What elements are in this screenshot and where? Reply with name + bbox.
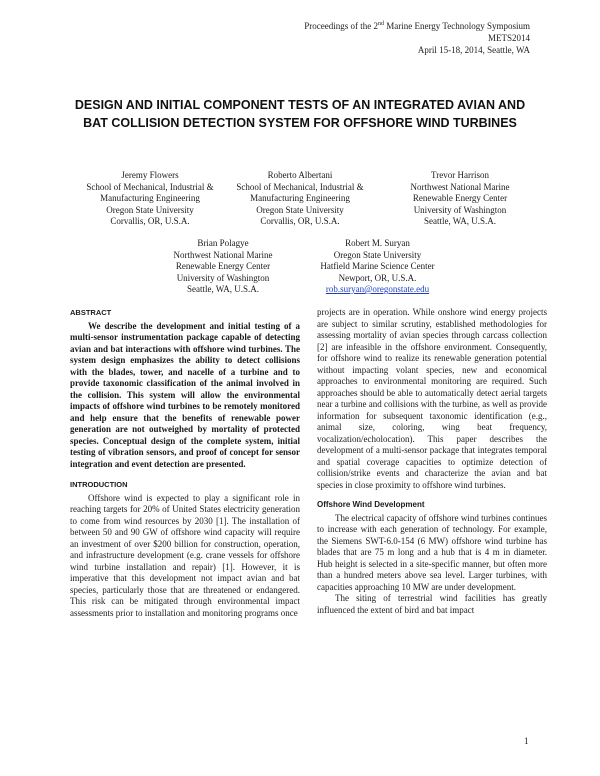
header-line-1-prefix: Proceedings of the 2 [304, 21, 378, 31]
author-affiliation-line: Oregon State University [256, 204, 344, 215]
author-block-1 [70, 170, 230, 228]
author-block-3 [390, 170, 530, 228]
left-column [70, 307, 300, 619]
header-superscript: nd [377, 21, 384, 27]
author-affiliation-line: Manufacturing Engineering [250, 193, 350, 203]
author-email [300, 284, 455, 296]
offshore-wind-para-1: The electrical capacity of offshore wind turbines continues to increase with each generation of technology. For example, the Siemens SWT-6.0-154 (6 MW) offshore wind turbine has blades that are 75 m long and a hub that is 4 m in diameter. Hub height is selected in a site-specific manner, but often more than a hundred meters above sea level. Larger turbines, with capacities approaching 10 MW are under development. [317, 512, 547, 592]
paper-title: DESIGN AND INITIAL COMPONENT TESTS OF AN INTEGRATED AVIAN AND BAT COLLISION DETECTION SYSTEM FOR OFFSHORE WIND TURBINES [74, 98, 526, 130]
abstract-text: We describe the development and initial testing of a multi-sensor instrumentation package capable of detecting avian and bat interactions with offshore wind turbines. The system design emphasizes the ability to detect collisions with the blades, tower, and nacelle of a turbine and to provide taxonomic classification of the animal involved in the collision. This system will allow the environmental impacts of offshore wind turbines to be remotely monitored and help ensure that the benefits of renewable power generation are not outweighed by mortality of protected species. Conceptual design of the complete system, initial testing of vibration sensors, and proof of concept for sensor integration and event detection are presented. [70, 320, 300, 469]
section-gap [70, 470, 300, 479]
author-affiliation-line: Manufacturing Engineering [100, 193, 200, 203]
author-affiliation-line: Seattle, WA, U.S.A. [423, 216, 497, 226]
offshore-wind-para-2: The siting of terrestrial wind facilities has greatly influenced the extent of bird and bat impact [317, 593, 547, 615]
author-email-link[interactable]: rob.suryan@oregonstate.edu [325, 284, 430, 294]
introduction-heading: INTRODUCTION [70, 480, 128, 489]
offshore-wind-heading: Offshore Wind Development [317, 500, 425, 509]
author-affiliation-line: School of Mechanical, Industrial & [86, 181, 214, 192]
author-affiliation-line: Corvallis, OR, U.S.A. [260, 216, 340, 226]
author-name: Robert M. Suryan [345, 238, 410, 248]
author-affiliation-line: Oregon State University [333, 249, 422, 260]
author-name: Brian Polagye [197, 238, 249, 248]
header-line-1 [304, 18, 530, 32]
author-block-4 [148, 238, 298, 296]
author-affiliation-line: University of Washington [413, 204, 507, 215]
author-name: Roberto Albertani [267, 170, 333, 180]
author-affiliation-line: University of Washington [176, 272, 270, 283]
author-block-2 [220, 170, 380, 228]
author-name: Trevor Harrison [431, 170, 489, 180]
page-number: 1 [524, 736, 529, 746]
proceedings-header [304, 18, 530, 56]
author-affiliation-line: Oregon State University [106, 204, 194, 215]
introduction-text-right: projects are in operation. While onshore wind energy projects are subject to similar scrutiny, established methodologies for assessing mortality of avian species through carcass collection [2] are infeasible in the offshore environment. Consequently, for offshore wind to realize its renewable generation potential without impacting volant species, new and economical approaches to environmental monitoring are required. Such approaches should be able to automatically detect aerial targets near a turbine and collisions with the turbine, as well as provide information for subsequent taxonomic identification (e.g., animal size, coloring, wing beat frequency, vocalization/echolocation). This paper describes the development of a multi-sensor package that integrates temporal and spatial coverage capacities to optimize detection of collision/strike events and characterize the avian and bat species in close proximity to offshore wind turbines. [317, 307, 547, 490]
author-affiliation-line: Renewable Energy Center [175, 261, 271, 271]
author-affiliation-line: School of Mechanical, Industrial & [236, 181, 364, 192]
right-column [317, 307, 547, 616]
author-name: Jeremy Flowers [121, 170, 179, 180]
introduction-text-left: Offshore wind is expected to play a significant role in reaching targets for 20% of United States electricity generation to come from wind resources by 2030 [1]. The installation of between 50 and 90 GW of offshore wind capacity will require an investment of over $200 billion for construction, operation, and infrastructure development (e.g. crane vessels for offshore wind turbine installation and repair) [1]. However, it is imperative that this development not impact avian and bat species, particularly those that are threatened or endangered. This risk can be mitigated through environmental impact assessments prior to installation and monitoring programs once [70, 492, 300, 618]
author-affiliation-line: Renewable Energy Center [412, 193, 508, 203]
author-affiliation-line: Newport, OR, U.S.A. [338, 272, 417, 283]
abstract-heading: ABSTRACT [70, 308, 112, 317]
header-line-2: METS2014 [487, 33, 530, 43]
author-affiliation-line: Hatfield Marine Science Center [320, 261, 435, 271]
author-affiliation-line: Corvallis, OR, U.S.A. [110, 216, 190, 226]
header-line-1-suffix: Marine Energy Technology Symposium [383, 21, 530, 31]
author-block-5 [300, 238, 455, 296]
author-affiliation-line: Northwest National Marine [410, 181, 510, 192]
header-line-3: April 15-18, 2014, Seattle, WA [417, 45, 530, 55]
author-affiliation-line: Seattle, WA, U.S.A. [186, 284, 260, 294]
author-affiliation-line: Northwest National Marine [173, 249, 273, 260]
